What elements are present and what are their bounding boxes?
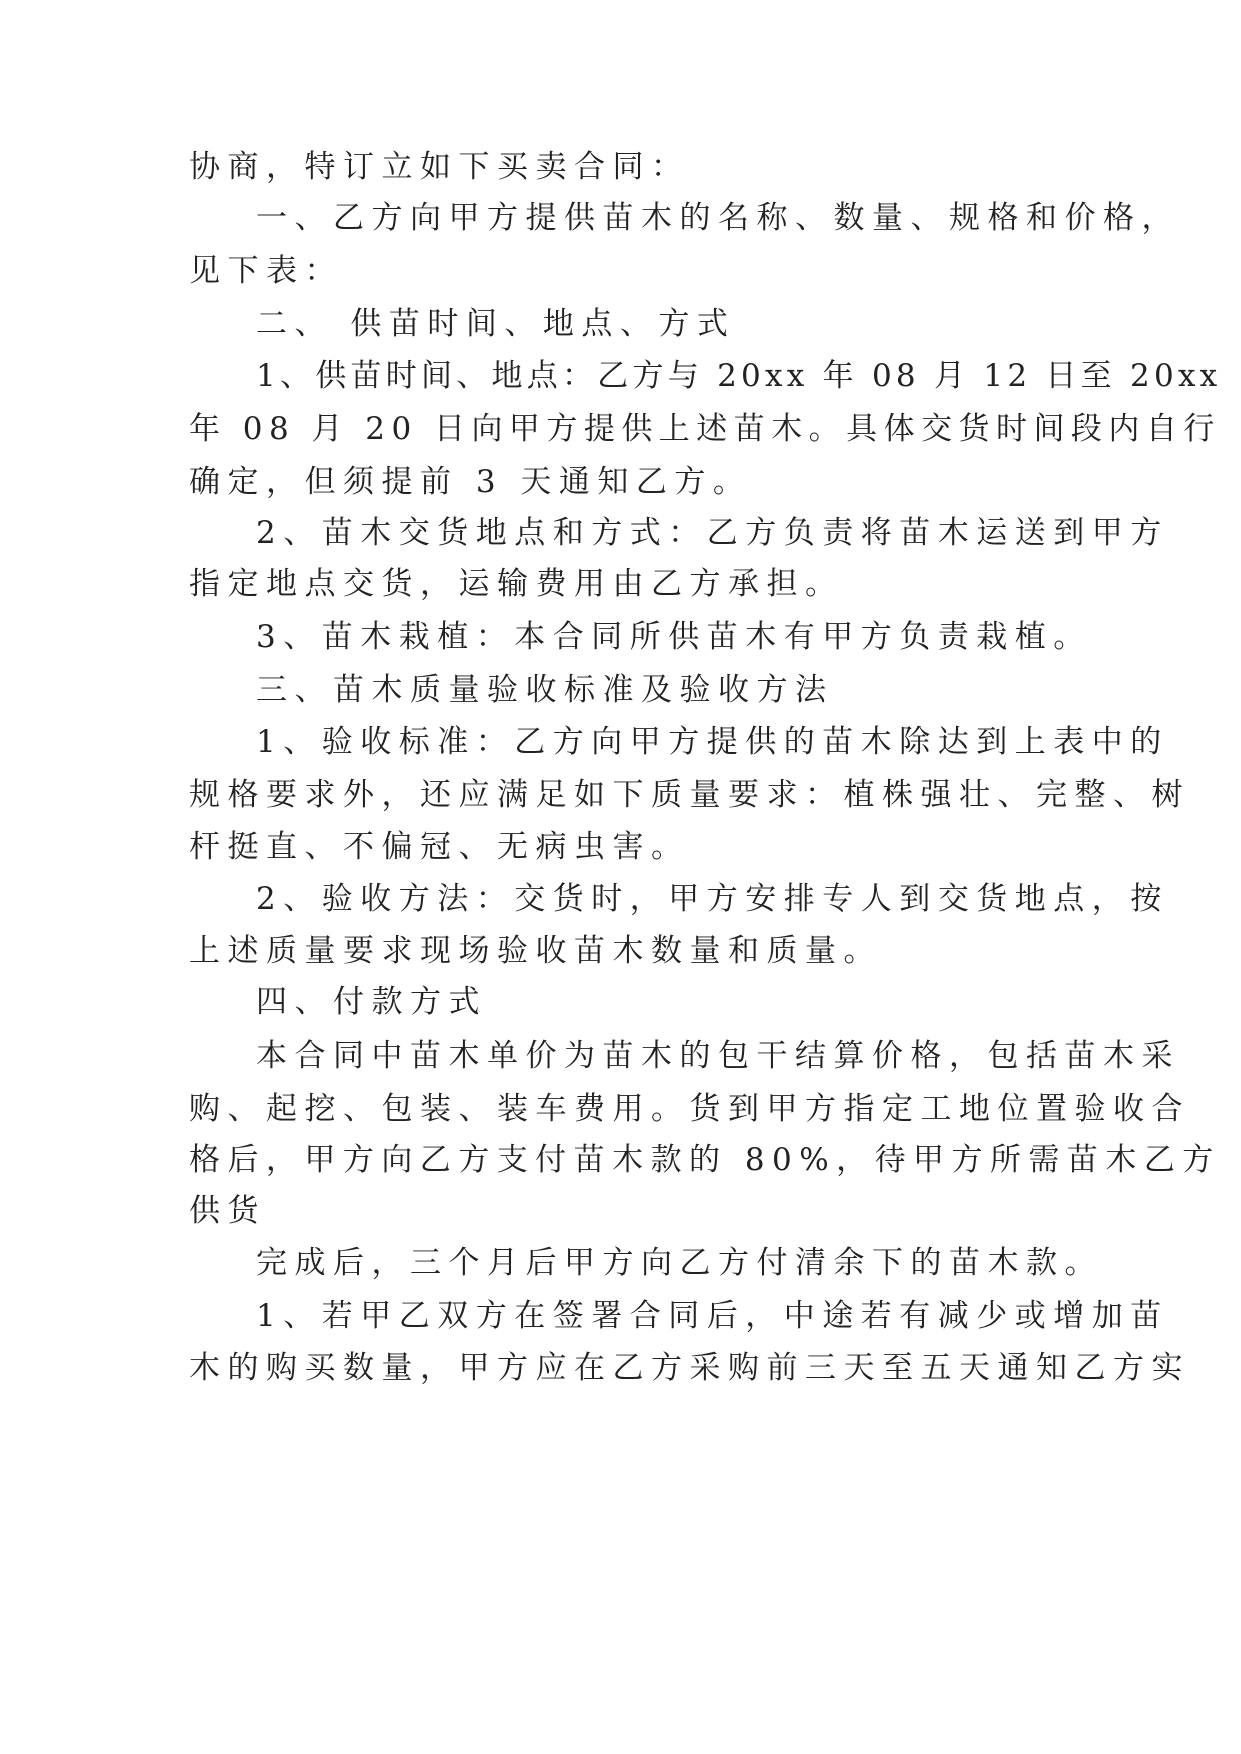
text-line: 1、供苗时间、地点：乙方与 20xx 年 08 月 12 日至 20xx	[256, 358, 1222, 394]
text-line: 格后，甲方向乙方支付苗木款的 80%，待甲方所需苗木乙方	[189, 1142, 1221, 1178]
text-line: 协商，特订立如下买卖合同：	[189, 149, 690, 185]
text-line: 规格要求外，还应满足如下质量要求：植株强壮、完整、树	[189, 777, 1190, 813]
text-line: 3、苗木栽植：本合同所供苗木有甲方负责栽植。	[256, 619, 1092, 655]
section-heading: 三、苗木质量验收标准及验收方法	[256, 672, 834, 708]
text-line: 木的购买数量，甲方应在乙方采购前三天至五天通知乙方实	[189, 1350, 1190, 1386]
text-line: 一、乙方向甲方提供苗木的名称、数量、规格和价格，	[256, 200, 1180, 236]
text-line: 供货	[189, 1193, 266, 1229]
text-line: 指定地点交货，运输费用由乙方承担。	[189, 566, 844, 602]
text-line: 年 08 月 20 日向甲方提供上述苗木。具体交货时间段内自行	[189, 411, 1221, 447]
text-line: 确定，但须提前 3 天通知乙方。	[189, 464, 752, 500]
text-line: 完成后，三个月后甲方向乙方付清余下的苗木款。	[256, 1245, 1103, 1281]
text-line: 1、验收标准：乙方向甲方提供的苗木除达到上表中的	[256, 724, 1169, 760]
text-line: 2、苗木交货地点和方式：乙方负责将苗木运送到甲方	[256, 515, 1169, 551]
text-line: 见下表：	[189, 253, 343, 289]
text-line: 本合同中苗木单价为苗木的包干结算价格，包括苗木采	[256, 1038, 1180, 1074]
text-line: 杆挺直、不偏冠、无病虫害。	[189, 829, 690, 865]
section-heading: 四、付款方式	[256, 984, 487, 1020]
text-line: 购、起挖、包装、装车费用。货到甲方指定工地位置验收合	[189, 1091, 1190, 1127]
text-line: 2、验收方法：交货时，甲方安排专人到交货地点，按	[256, 881, 1169, 917]
text-line: 上述质量要求现场验收苗木数量和质量。	[189, 933, 882, 969]
text-line: 1、若甲乙双方在签署合同后，中途若有减少或增加苗	[256, 1298, 1169, 1334]
section-heading: 二、 供苗时间、地点、方式	[256, 306, 736, 342]
